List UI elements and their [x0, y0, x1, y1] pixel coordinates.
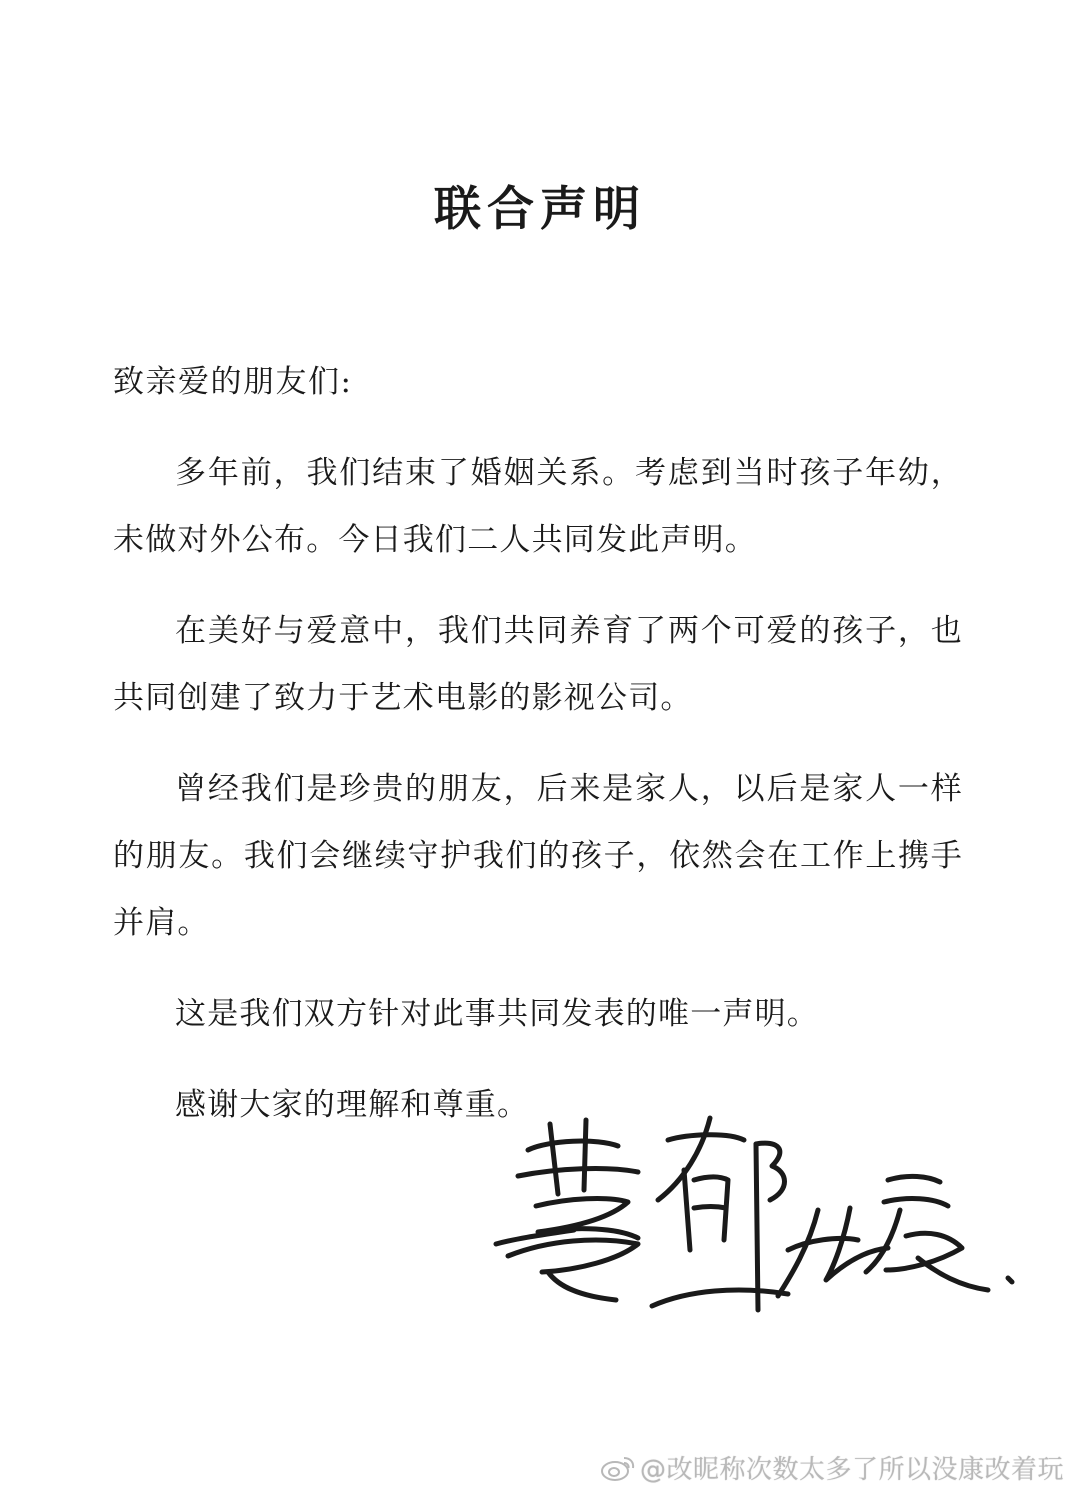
statement-body [113, 440, 963, 1163]
paragraph-5: 感谢大家的理解和尊重。 [175, 1087, 530, 1123]
watermark-text: @改昵称次数太多了所以没康改着玩 [639, 1455, 1064, 1485]
paragraph-2: 在美好与爱意中，我们共同养育了两个可爱的孩子，也共同创建了致力于艺术电影的影视公司。 [113, 613, 963, 716]
handwritten-signature [488, 1110, 1028, 1340]
document-title: 联合声明 [434, 182, 646, 237]
paragraph-1: 多年前，我们结束了婚姻关系。考虑到当时孩子年幼，未做对外公布。今日我们二人共同发此声明。 [113, 455, 963, 558]
paragraph-4: 这是我们双方针对此事共同发表的唯一声明。 [175, 996, 819, 1032]
weibo-watermark [600, 1449, 1064, 1486]
weibo-logo-icon [600, 1454, 636, 1482]
salutation: 致亲爱的朋友们: [113, 364, 353, 400]
paragraph-3: 曾经我们是珍贵的朋友，后来是家人，以后是家人一样的朋友。我们会继续守护我们的孩子，依然会在工作上携手并肩。 [113, 771, 963, 941]
